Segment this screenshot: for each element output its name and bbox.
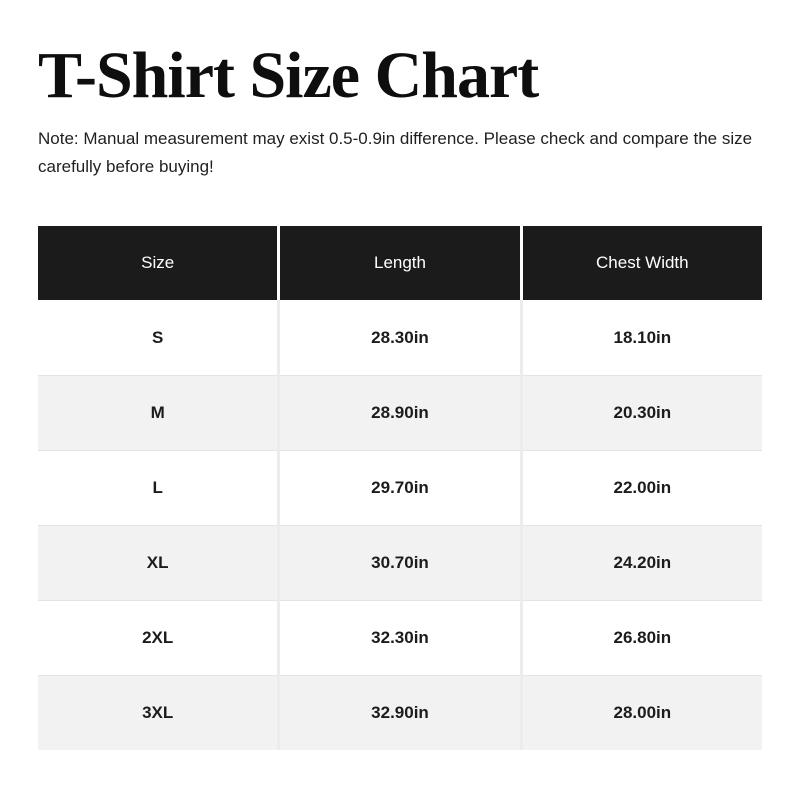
- chest-cell: 26.80in: [523, 600, 762, 675]
- size-cell: S: [38, 300, 277, 375]
- size-cell: 2XL: [38, 600, 277, 675]
- measurement-note-line1: Note: Manual measurement may exist 0.5-0.9in difference. Please check and compare the size: [38, 129, 753, 149]
- size-cell: 3XL: [38, 675, 277, 750]
- page-title: T-Shirt Size Chart: [38, 39, 539, 112]
- table-row: [38, 450, 762, 525]
- measurement-note: [38, 125, 762, 181]
- length-cell: 32.90in: [280, 675, 519, 750]
- table-row: [38, 600, 762, 675]
- column-header-size: Size: [38, 226, 277, 300]
- length-cell: 28.30in: [280, 300, 519, 375]
- chest-cell: 18.10in: [523, 300, 762, 375]
- length-cell: 30.70in: [280, 525, 519, 600]
- table-row: [38, 525, 762, 600]
- column-header-chest-width: Chest Width: [523, 226, 762, 300]
- length-cell: 32.30in: [280, 600, 519, 675]
- table-header-row: [38, 226, 762, 300]
- column-header-length: Length: [280, 226, 519, 300]
- chest-cell: 24.20in: [523, 525, 762, 600]
- size-cell: L: [38, 450, 277, 525]
- table-row: [38, 300, 762, 375]
- size-cell: XL: [38, 525, 277, 600]
- chest-cell: 20.30in: [523, 375, 762, 450]
- table-row: [38, 675, 762, 750]
- length-cell: 28.90in: [280, 375, 519, 450]
- table-row: [38, 375, 762, 450]
- length-cell: 29.70in: [280, 450, 519, 525]
- chest-cell: 28.00in: [523, 675, 762, 750]
- size-chart-table: [38, 226, 762, 750]
- chest-cell: 22.00in: [523, 450, 762, 525]
- size-cell: M: [38, 375, 277, 450]
- measurement-note-line2: carefully before buying!: [38, 157, 214, 177]
